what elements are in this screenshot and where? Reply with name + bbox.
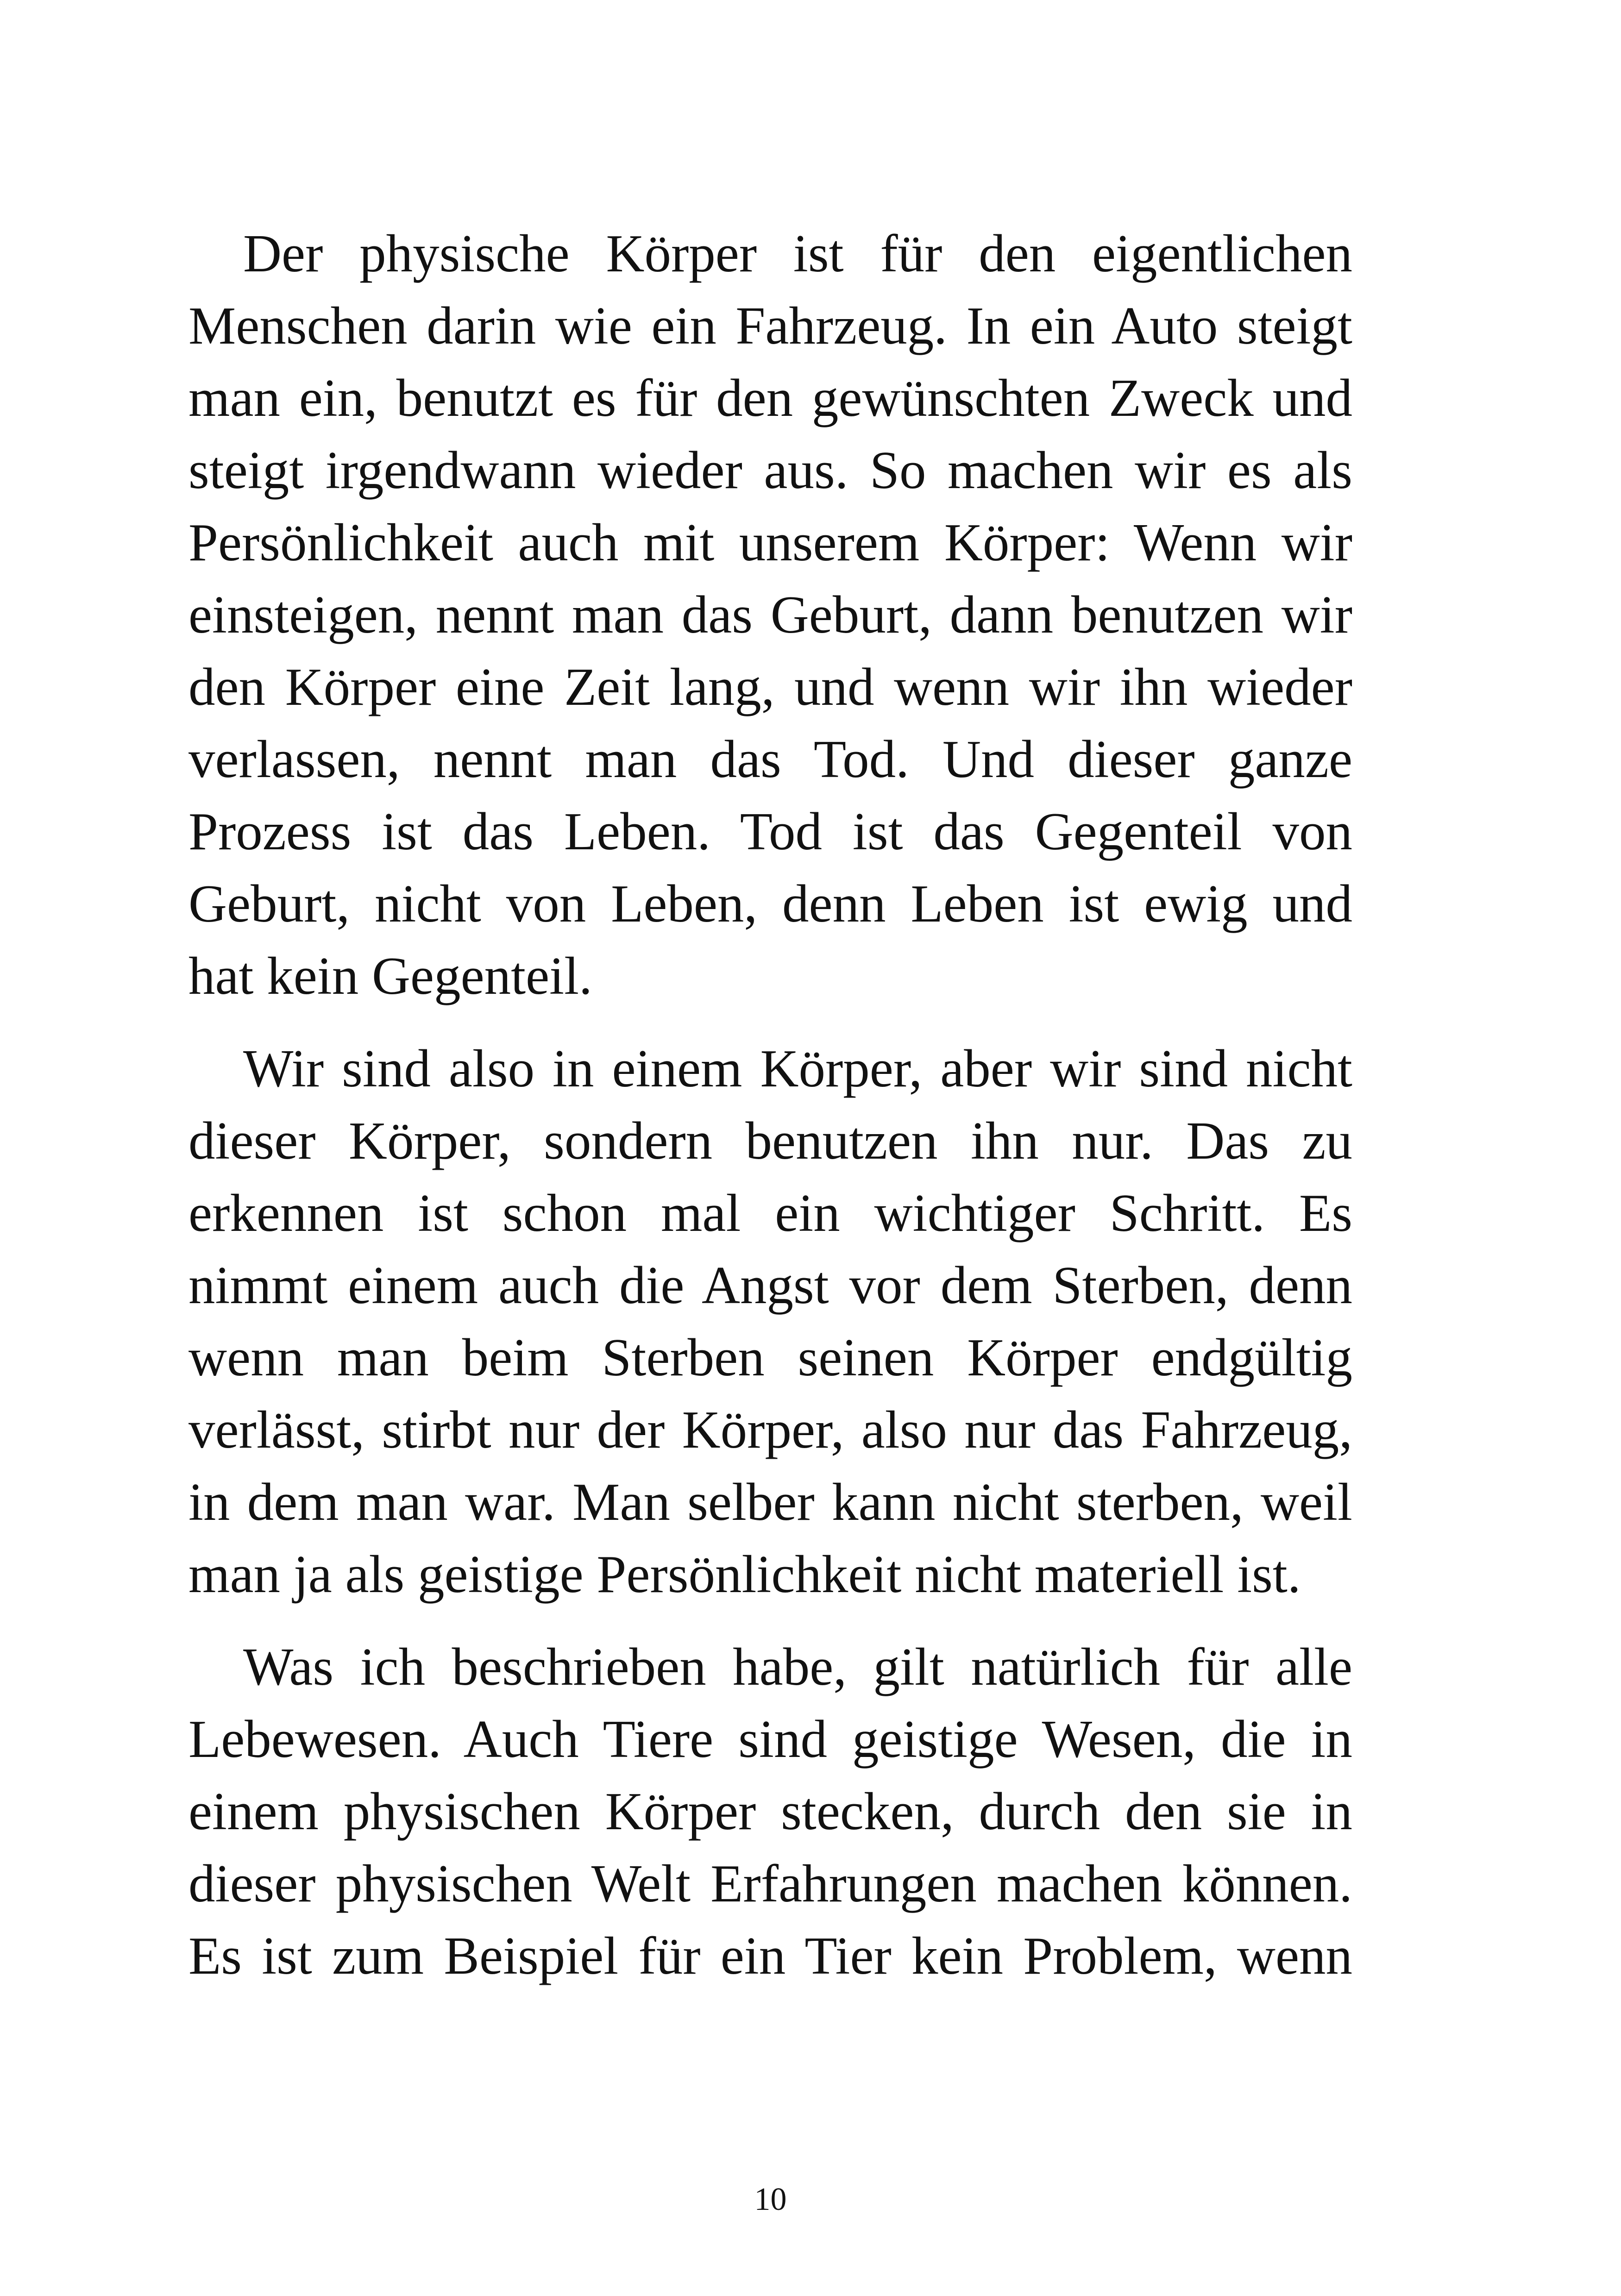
body-text	[188, 218, 1352, 2013]
text-line: nimmt einem auch die Angst vor dem Sterben, denn	[188, 1256, 1352, 1315]
text-line: Lebewesen. Auch Tiere sind geistige Wesen, die in	[188, 1710, 1352, 1769]
text-line: Wir sind also in einem Körper, aber wir sind nicht	[243, 1039, 1352, 1098]
text-line: hat kein Gegenteil.	[188, 947, 592, 1005]
paragraph	[188, 218, 1352, 1012]
text-line: dieser Körper, sondern benutzen ihn nur. Das zu	[188, 1111, 1352, 1170]
text-line: einsteigen, nennt man das Geburt, dann benutzen wir	[188, 585, 1352, 644]
text-line: man ein, benutzt es für den gewünschten Zweck und	[188, 369, 1352, 427]
text-line: wenn man beim Sterben seinen Körper endgültig	[188, 1328, 1352, 1387]
text-line: den Körper eine Zeit lang, und wenn wir ihn wieder	[188, 658, 1352, 716]
text-line: dieser physischen Welt Erfahrungen machen können.	[188, 1854, 1352, 1913]
text-line: Geburt, nicht von Leben, denn Leben ist ewig und	[188, 874, 1352, 933]
text-line: erkennen ist schon mal ein wichtiger Schritt. Es	[188, 1184, 1352, 1242]
text-line: Menschen darin wie ein Fahrzeug. In ein Auto steigt	[188, 296, 1352, 355]
text-line: man ja als geistige Persönlichkeit nicht materiell ist.	[188, 1545, 1301, 1604]
paragraph	[188, 1033, 1352, 1611]
text-line: Persönlichkeit auch mit unserem Körper: Wenn wir	[188, 513, 1352, 572]
page-number: 10	[754, 2182, 787, 2217]
text-line: verlässt, stirbt nur der Körper, also nur das Fahrzeug,	[188, 1400, 1352, 1459]
text-line: Der physische Körper ist für den eigentlichen	[243, 224, 1352, 283]
text-line: verlassen, nennt man das Tod. Und dieser ganze	[188, 730, 1352, 789]
text-line: Prozess ist das Leben. Tod ist das Gegenteil von	[188, 802, 1352, 861]
text-line: in dem man war. Man selber kann nicht sterben, weil	[188, 1473, 1352, 1531]
paragraph	[188, 1631, 1352, 1992]
text-line: Was ich beschrieben habe, gilt natürlich für alle	[243, 1637, 1352, 1696]
text-line: einem physischen Körper stecken, durch den sie in	[188, 1782, 1352, 1841]
text-line: steigt irgendwann wieder aus. So machen wir es als	[188, 441, 1352, 500]
text-line: Es ist zum Beispiel für ein Tier kein Problem, wenn	[188, 1926, 1352, 1985]
